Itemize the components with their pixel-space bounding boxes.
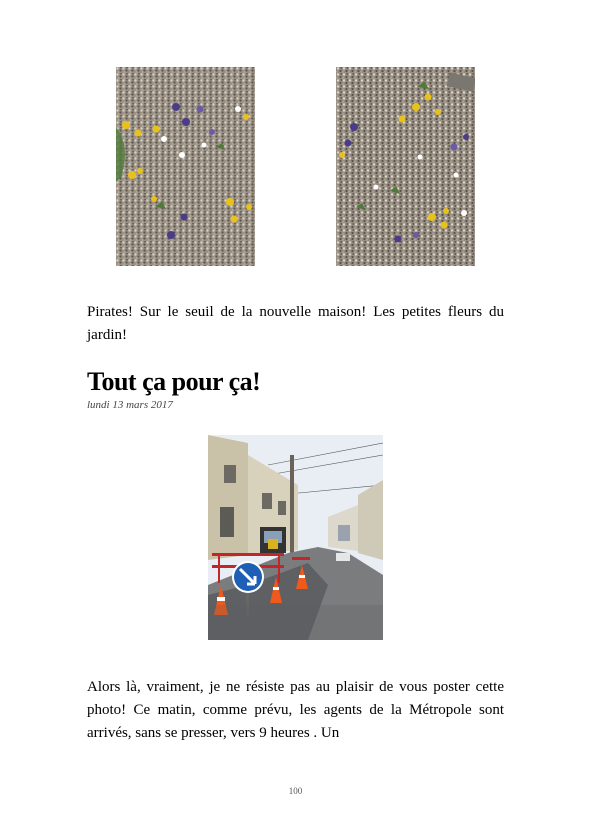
post-date: lundi 13 mars 2017 [87, 399, 173, 411]
pansies-photo-right [336, 67, 475, 266]
gallery-caption: Pirates! Sur le seuil de la nouvelle maison! Les petites fleurs du jardin! [87, 304, 504, 343]
gravel-flowers-image [336, 67, 475, 266]
gravel-flowers-image [116, 67, 255, 266]
post-title: Tout ça pour ça! [87, 367, 261, 396]
street-scene-image [208, 435, 383, 640]
pansies-photo-left [116, 67, 255, 266]
post-body-text: Alors là, vraiment, je ne résiste pas au plaisir de vous poster cette photo! Ce matin, comme prévu, les agents de la Métropole sont arrivés, sans se presser, vers 9 heures . Un [87, 679, 504, 741]
street-works-photo [208, 435, 383, 640]
page-number: 100 [288, 786, 303, 796]
